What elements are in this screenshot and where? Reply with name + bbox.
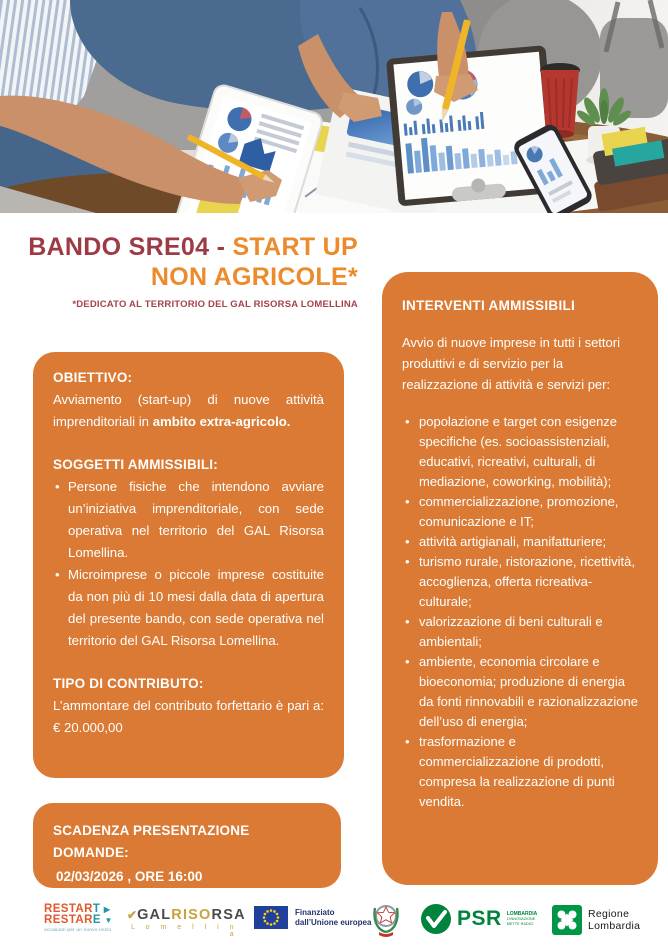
subjects-list (53, 476, 324, 652)
eu-funding-logo (254, 906, 371, 929)
psr-line2: L’INNOVAZIONE (506, 917, 536, 922)
title-prefix: BANDO SRE04 - (28, 233, 233, 261)
subjects-heading: SOGGETTI AMMISSIBILI: (53, 457, 218, 472)
triangle-down-icon: ▼ (104, 916, 113, 925)
psr-lombardia-logo (420, 903, 537, 935)
gal-subtitle: L o m e l l i n a (131, 924, 238, 938)
title-block (10, 232, 358, 310)
list-item: • valorizzazione di beni culturali e ambientali; (402, 612, 638, 652)
eu-text (295, 908, 371, 928)
footer-logos (0, 898, 668, 945)
info-box-right (382, 272, 658, 885)
regione-text (588, 908, 640, 932)
interventions-heading: INTERVENTI AMMISSIBILI (402, 298, 576, 313)
deadline-value: 02/03/2026 , ORE 16:00 (56, 869, 203, 884)
list-item: • Persone fisiche che intendono avviare un’iniziativa imprenditoriale, con sede operativa nel territorio del GAL Risorsa Lomellina. (53, 476, 324, 564)
deadline-box (33, 803, 341, 888)
restart-tagline: occasioni per un nuovo inizio (44, 928, 112, 933)
list-item: • ambiente, economia circolare e bioeconomia; produzione di energia da fonti rinnovabili e razionalizzazione dell’uso di energia; (402, 652, 638, 732)
regione-line2: Lombardia (588, 920, 641, 932)
psr-acronym: PSR (457, 907, 502, 930)
eu-flag-icon (254, 906, 288, 929)
checkmark-icon: ✔ (127, 908, 138, 922)
list-item: • attività artigianali, manifatturiere; (402, 532, 638, 552)
contribution-text: L’ammontare del contributo forfettario è pari a: € 20.000,00 (53, 698, 324, 735)
restart-restare-logo (44, 904, 124, 933)
hero-photo (0, 0, 668, 213)
gal-risorsa-logo (127, 907, 246, 938)
psr-leaf-icon (420, 903, 452, 935)
psr-line3: METTE RADICI (506, 922, 534, 926)
regione-lombardia-logo (552, 905, 640, 935)
objective-heading: OBIETTIVO: (53, 370, 133, 385)
list-item: • turismo rurale, ristorazione, ricettività, accoglienza, offerta ricreativa-culturale; (402, 552, 638, 612)
list-item: • trasformazione e commercializzazione di prodotti, compresa la realizzazione di punti vendita. (402, 732, 638, 812)
interventions-list (402, 412, 638, 812)
info-box-left (33, 352, 344, 778)
page-title (10, 232, 358, 292)
objective-text-bold: ambito extra-agricolo. (152, 414, 291, 429)
title-subtitle: *DEDICATO AL TERRITORIO DEL GAL RISORSA LOMELLINA (72, 299, 358, 310)
regione-line1: Regione (588, 908, 630, 920)
contribution-heading: TIPO DI CONTRIBUTO: (53, 676, 204, 691)
list-item: • Microimprese o piccole imprese costituite da non più di 10 mesi dalla data di apertura del presente bando, con sede operativa nel territorio del GAL Risorsa Lomellina. (53, 564, 324, 652)
list-item: • commercializzazione, promozione, comunicazione e IT; (402, 492, 638, 532)
objective-text (53, 389, 324, 433)
gal-wordmark: ✔GALRISORSA (127, 907, 246, 923)
title-line2: NON AGRICOLE* (150, 263, 358, 291)
psr-line1: LOMBARDIA (506, 911, 538, 918)
eu-line2: dall’Unione europea (295, 917, 372, 927)
restart-line2: RESTARE ▼ (44, 914, 113, 926)
title-accent: START UP (232, 233, 358, 261)
deadline-heading: SCADENZA PRESENTAZIONE DOMANDE: (53, 823, 250, 860)
list-item: • popolazione e target con esigenze specifiche (es. socioassistenziali, educativi, ricreativi, culturali, di mediazione, coworking, mobilità); (402, 412, 638, 492)
play-icon: ▶ (103, 905, 111, 914)
objective-text-normal: Avviamento (start-up) di nuove attività imprenditoriali in (53, 392, 324, 429)
restart-line1: RESTART ▶ (44, 903, 111, 915)
italy-emblem-icon (371, 900, 401, 945)
psr-small-text (507, 911, 538, 926)
rosa-camuna-icon (552, 905, 582, 935)
interventions-intro: Avvio di nuove imprese in tutti i settori produttivi e di servizio per la realizzazione di attività e servizi per: (402, 335, 620, 392)
eu-line1: Finanziato (295, 907, 335, 917)
